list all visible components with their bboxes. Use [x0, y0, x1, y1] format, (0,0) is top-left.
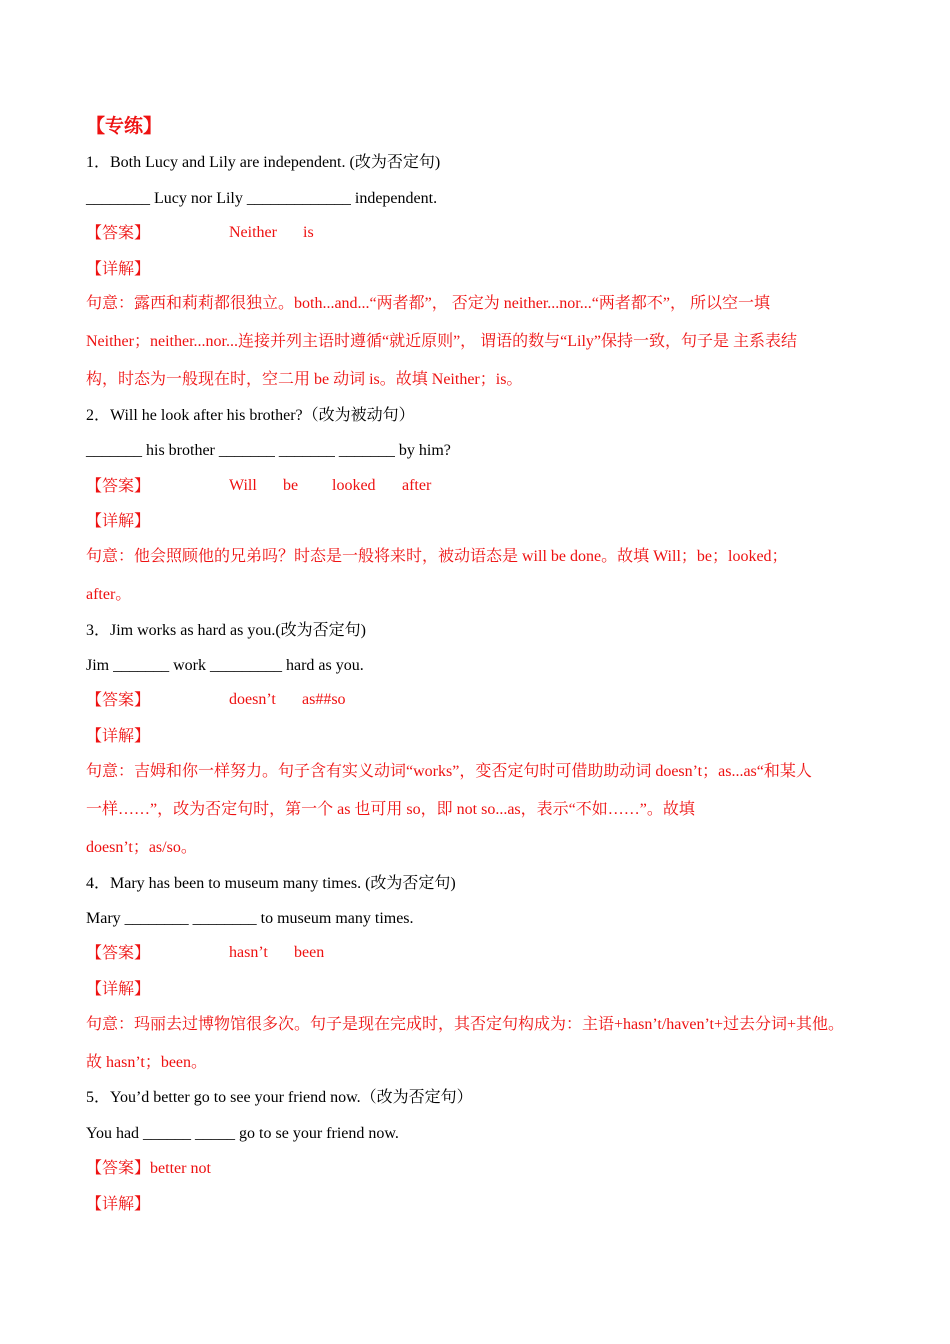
explain-line: 句意：吉姆和你一样努力。句子含有实义动词“works”，变否定句时可借助助动词 doesn’t；as...as“和某人	[86, 763, 812, 780]
explain-line: 句意：玛丽去过博物馆很多次。句子是现在完成时，其否定句构成为：主语+hasn’t/haven’t+过去分词+其他。	[86, 1016, 845, 1033]
section-title: 【专练】	[86, 116, 163, 137]
question-4-prompt: 4．Mary has been to museum many times. (改为否定句)	[86, 875, 456, 892]
answer-value: better not	[150, 1160, 211, 1177]
explain-label: 【详解】	[86, 728, 151, 745]
question-2-prompt: 2．Will he look after his brother?（改为被动句）	[86, 407, 415, 424]
answer-value: hasn’t	[229, 944, 268, 961]
answer-line	[86, 1159, 211, 1179]
explain-line: doesn’t；as/so。	[86, 839, 197, 856]
answer-label: 【答案】	[86, 1160, 151, 1177]
explain-label: 【详解】	[86, 513, 151, 530]
answer-label: 【答案】	[86, 692, 151, 709]
answer-label: 【答案】	[86, 478, 151, 495]
answer-value: looked	[332, 477, 376, 494]
answer-label: 【答案】	[86, 225, 151, 242]
explain-line: 句意：露西和莉莉都很独立。both...and...“两者都”， 否定为 neither...nor...“两者都不”， 所以空一填	[86, 295, 770, 312]
explain-label: 【详解】	[86, 261, 151, 278]
explain-line: after。	[86, 586, 132, 603]
explain-line: Neither；neither...nor...连接并列主语时遵循“就近原则”， 谓语的数与“Lily”保持一致，句子是 主系表结	[86, 333, 798, 350]
answer-value: Will	[229, 477, 257, 494]
answer-label: 【答案】	[86, 945, 151, 962]
answer-value: is	[303, 224, 314, 241]
question-1-prompt: 1．Both Lucy and Lily are independent. (改为否定句)	[86, 154, 441, 171]
answer-value: after	[402, 477, 432, 494]
explain-line: 句意：他会照顾他的兄弟吗？时态是一般将来时，被动语态是 will be done。故填 Will；be；looked；	[86, 548, 788, 565]
answer-value: doesn’t	[229, 691, 276, 708]
question-2-blanks: _______ his brother _______ _______ _______ by him?	[86, 442, 451, 459]
question-5-prompt: 5．You’d better go to see your friend now.（改为否定句）	[86, 1089, 473, 1106]
answer-value: be	[283, 477, 299, 494]
answer-value: Neither	[229, 224, 277, 241]
question-3-blanks: Jim _______ work _________ hard as you.	[86, 657, 364, 674]
question-1-blanks: ________ Lucy nor Lily _____________ independent.	[86, 190, 438, 207]
answer-value: been	[294, 944, 325, 961]
explain-label: 【详解】	[86, 981, 151, 998]
question-3-prompt: 3．Jim works as hard as you.(改为否定句)	[86, 622, 366, 639]
explain-label: 【详解】	[86, 1196, 151, 1213]
answer-value: as##so	[302, 691, 346, 708]
explain-line: 一样……”，改为否定句时，第一个 as 也可用 so，即 not so...as，表示“不如……”。故填	[86, 801, 695, 818]
question-5-blanks: You had ______ _____ go to se your friend now.	[86, 1125, 399, 1142]
explain-line: 故 hasn’t；been。	[86, 1054, 208, 1071]
explain-line: 构，时态为一般现在时，空二用 be 动词 is。故填 Neither；is。	[86, 371, 523, 388]
question-4-blanks: Mary ________ ________ to museum many times.	[86, 910, 414, 927]
